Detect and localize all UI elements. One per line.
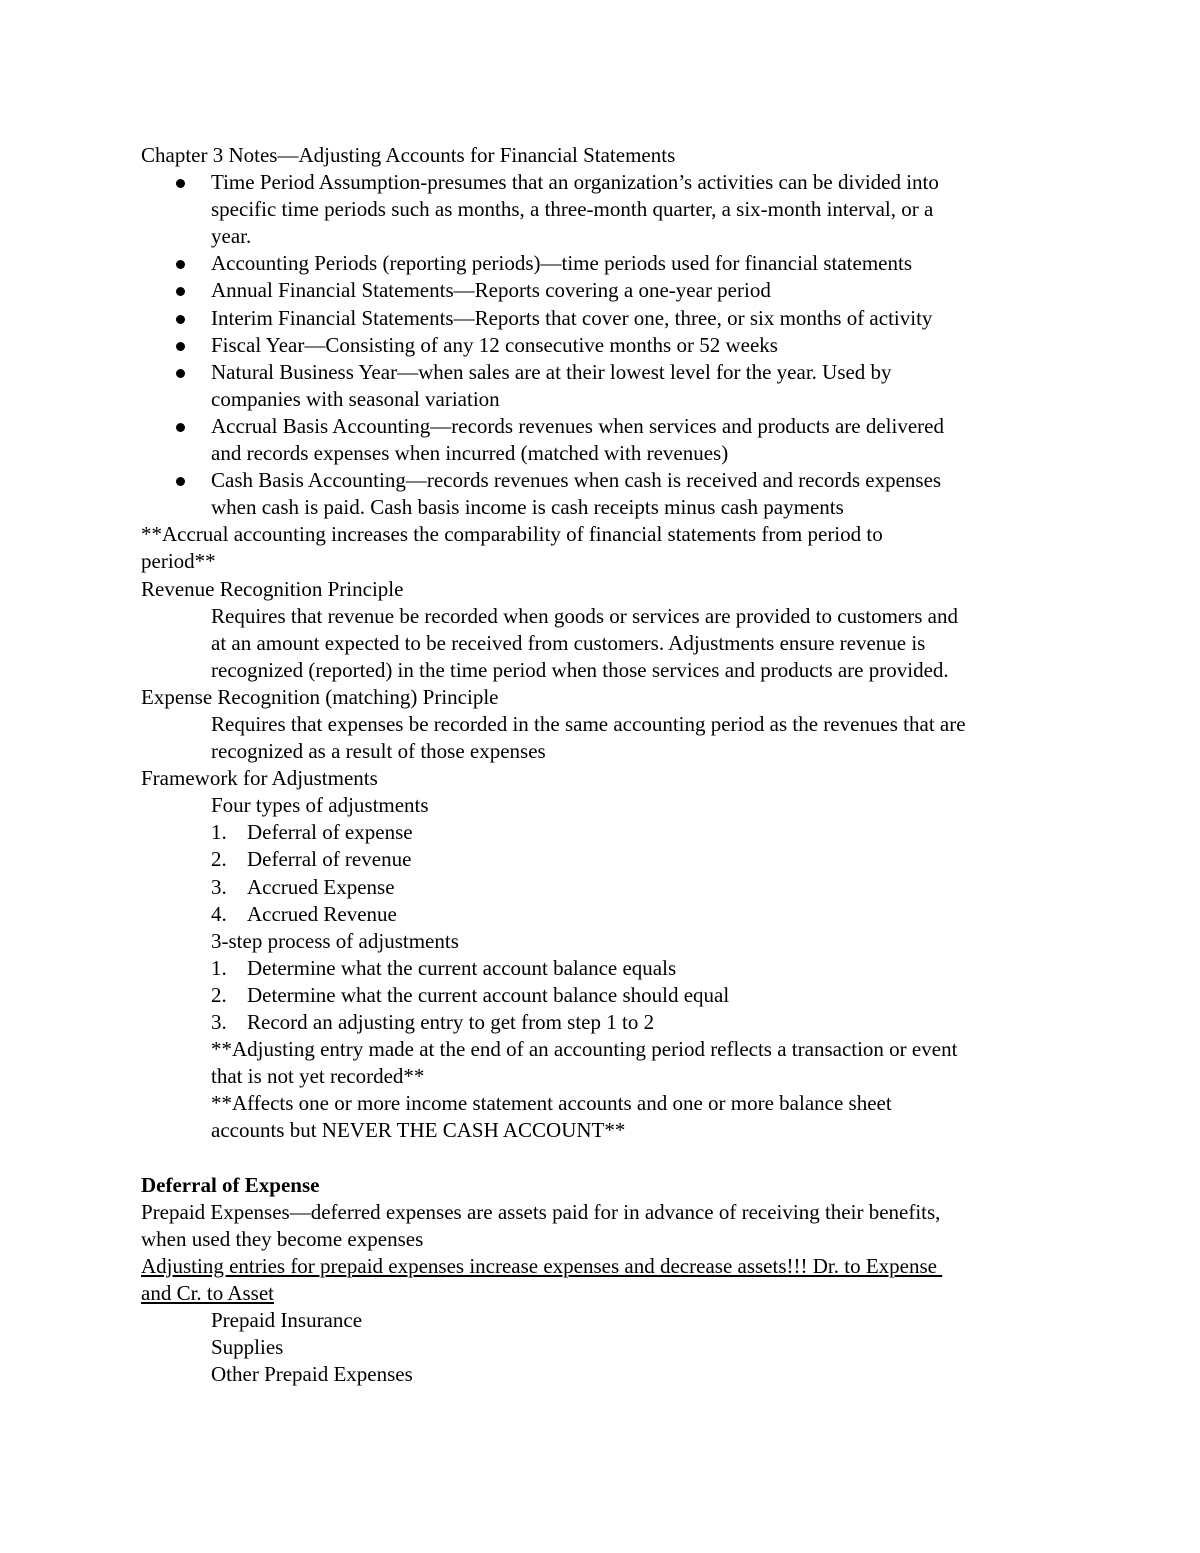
bullet-icon xyxy=(176,423,185,432)
prepaid-rule: Adjusting entries for prepaid expenses increase expenses and decrease assets!!! Dr. to Expense and Cr. to Asset xyxy=(141,1253,943,1305)
list-item: Fiscal Year—Consisting of any 12 consecutive months or 52 weeks xyxy=(141,332,1071,359)
bullet-icon xyxy=(176,315,185,324)
prepaid-expenses-definition: Prepaid Expenses—deferred expenses are assets paid for in advance of receiving their benefits, when used they become expenses xyxy=(141,1199,941,1251)
list-item: Natural Business Year—when sales are at their lowest level for the year. Used by companies with seasonal variation xyxy=(141,359,1071,413)
document-title: Chapter 3 Notes—Adjusting Accounts for Financial Statements xyxy=(141,143,676,167)
framework-heading: Framework for Adjustments xyxy=(141,766,378,791)
expense-recognition-heading: Expense Recognition (matching) Principle xyxy=(141,684,499,709)
list-item: Accrual Basis Accounting—records revenues when services and products are delivered and records expenses when incurred (matched with revenues) xyxy=(141,413,1071,467)
list-item: Accounting Periods (reporting periods)—time periods used for financial statements xyxy=(141,250,1071,277)
bullet-icon xyxy=(176,369,185,378)
revenue-recognition-heading: Revenue Recognition Principle xyxy=(141,576,404,601)
list-item: 1. Determine what the current account balance equals xyxy=(211,955,677,980)
cash-account-note: **Affects one or more income statement accounts and one or more balance sheet accounts but NEVER THE CASH ACCOUNT** xyxy=(211,1091,892,1143)
list-item: 3. Record an adjusting entry to get from step 1 to 2 xyxy=(211,1010,655,1034)
prepaid-examples-list xyxy=(141,1307,1071,1388)
bullet-icon xyxy=(176,287,185,296)
blank-line xyxy=(141,1144,1071,1171)
bullet-icon xyxy=(176,179,185,188)
list-item: 2. Deferral of revenue xyxy=(211,847,412,872)
list-item: 2. Determine what the current account balance should equal xyxy=(211,982,730,1007)
adjustment-steps-heading: 3-step process of adjustments xyxy=(211,928,459,953)
bullet-icon xyxy=(176,260,185,269)
bullet-icon xyxy=(176,477,185,486)
section-heading: Deferral of Expense xyxy=(141,1172,320,1197)
list-item: Time Period Assumption-presumes that an organization’s activities can be divided into specific time periods such as months, a three-month quarter, a six-month interval, or a year. xyxy=(141,169,1071,250)
list-item: 3. Accrued Expense xyxy=(211,874,395,899)
bullet-icon xyxy=(176,342,185,351)
definitions-list xyxy=(141,169,1071,521)
list-item: Supplies xyxy=(211,1335,284,1360)
adjustment-types-list xyxy=(141,819,1071,927)
list-item: 1. Deferral of expense xyxy=(211,820,413,845)
list-item: Interim Financial Statements—Reports that cover one, three, or six months of activity xyxy=(141,305,1071,332)
list-item: Annual Financial Statements—Reports covering a one-year period xyxy=(141,277,1071,304)
list-item: Prepaid Insurance xyxy=(211,1308,363,1333)
list-item: 4. Accrued Revenue xyxy=(211,901,397,926)
revenue-recognition-body: Requires that revenue be recorded when goods or services are provided to customers and at an amount expected to be received from customers. Adjustments ensure revenue is recognized (reported) in the time period when those services and products are provided. xyxy=(211,603,958,682)
adjustment-steps-list xyxy=(141,955,1071,1036)
expense-recognition-body: Requires that expenses be recorded in the same accounting period as the revenues that are recognized as a result of those expenses xyxy=(211,711,966,764)
accrual-note: **Accrual accounting increases the comparability of financial statements from period to period** xyxy=(141,522,883,574)
list-item: Cash Basis Accounting—records revenues when cash is received and records expenses when cash is paid. Cash basis income is cash receipts minus cash payments xyxy=(141,467,1071,521)
adjusting-entry-note: **Adjusting entry made at the end of an accounting period reflects a transaction or event that is not yet recorded** xyxy=(211,1037,958,1089)
document-page xyxy=(141,142,1071,1388)
list-item: Other Prepaid Expenses xyxy=(211,1362,413,1387)
adjustment-types-heading: Four types of adjustments xyxy=(211,793,429,818)
